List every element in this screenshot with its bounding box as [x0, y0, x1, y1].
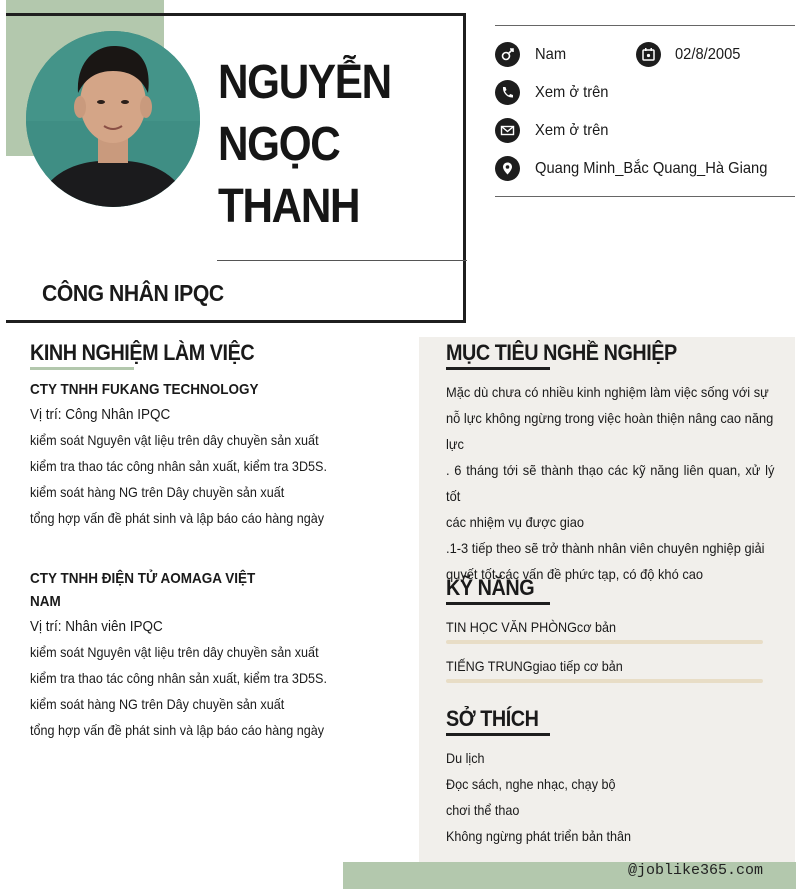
- skill-item: TIN HỌC VĂN PHÒNGcơ bản: [446, 619, 617, 635]
- avatar-photo: [26, 31, 200, 207]
- hobbies-heading: SỞ THÍCH: [446, 706, 539, 731]
- objective-heading: MỤC TIÊU NGHỀ NGHIỆP: [446, 340, 677, 365]
- job-2-company: CTY TNHH ĐIỆN TỬ AOMAGA VIỆT: [30, 570, 256, 587]
- experience-heading-underline: [30, 367, 134, 370]
- info-bottom-rule: [495, 196, 795, 197]
- skill-item: TIẾNG TRUNGgiao tiếp cơ bản: [446, 658, 623, 674]
- objective-line: lực: [446, 436, 464, 452]
- email-icon: [495, 118, 520, 143]
- job-2-task: tổng hợp vấn đề phát sinh và lập báo cáo hàng ngày: [30, 722, 325, 738]
- job-2-task: kiểm soát hàng NG trên Dây chuyền sản xuất: [30, 696, 285, 712]
- experience-heading: KINH NGHIỆM LÀM VIỆC: [30, 340, 255, 365]
- objective-line: .1-3 tiếp theo sẽ trở thành nhân viên chuyên nghiệp giải: [446, 540, 765, 556]
- job-title: CÔNG NHÂN IPQC: [42, 280, 224, 306]
- hobby-item: Không ngừng phát triển bản thân: [446, 828, 631, 844]
- phone-icon: [495, 80, 520, 105]
- location-pin-icon: [495, 156, 520, 181]
- email-value: Xem ở trên: [535, 122, 609, 139]
- name-line-3: THANH: [218, 180, 360, 233]
- phone-value: Xem ở trên: [535, 84, 609, 101]
- objective-line: quyết tốt các vấn đề phức tạp, có độ khó cao: [446, 566, 704, 582]
- objective-line: . 6 tháng tới sẽ thành thạo các kỹ năng liên quan, xử lý tốt: [446, 462, 775, 504]
- hobbies-heading-underline: [446, 733, 550, 736]
- hobby-item: Đọc sách, nghe nhạc, chạy bộ: [446, 776, 616, 792]
- info-top-rule: [495, 25, 795, 26]
- job-1-task: kiểm soát Nguyên vật liệu trên dây chuyền sản xuất: [30, 432, 319, 448]
- name-line-2: NGỌC: [218, 118, 340, 171]
- job-1-task: kiểm tra thao tác công nhân sản xuất, kiểm tra 3D5S.: [30, 458, 327, 474]
- job-2-company-cont: NAM: [30, 593, 61, 610]
- calendar-icon: [636, 42, 661, 67]
- job-1-company: CTY TNHH FUKANG TECHNOLOGY: [30, 381, 259, 398]
- skill-bar: [446, 679, 763, 683]
- job-2-position: Vị trí: Nhân viên IPQC: [30, 618, 163, 635]
- hobby-item: Du lịch: [446, 750, 485, 766]
- address-value: Quang Minh_Bắc Quang_Hà Giang: [535, 160, 768, 177]
- gender-icon: [495, 42, 520, 67]
- objective-line: nỗ lực không ngừng trong việc hoàn thiện nâng cao năng: [446, 410, 774, 426]
- objective-text: [446, 379, 796, 587]
- job-1-task: tổng hợp vấn đề phát sinh và lập báo cáo hàng ngày: [30, 510, 325, 526]
- job-2-task: kiểm tra thao tác công nhân sản xuất, kiểm tra 3D5S.: [30, 670, 327, 686]
- objective-heading-underline: [446, 367, 550, 370]
- gender-value: Nam: [535, 46, 567, 63]
- skill-bar: [446, 640, 763, 644]
- job-1-position: Vị trí: Công Nhân IPQC: [30, 406, 171, 423]
- full-name: [218, 52, 429, 238]
- objective-line: Mặc dù chưa có nhiều kinh nghiệm làm việc sống với sự: [446, 384, 769, 400]
- job-1-task: kiểm soát hàng NG trên Dây chuyền sản xuất: [30, 484, 285, 500]
- watermark-text: @joblike365.com: [628, 862, 764, 879]
- objective-line: các nhiệm vụ được giao: [446, 514, 585, 530]
- birthday-value: 02/8/2005: [675, 46, 741, 63]
- name-line-1: NGUYỄN: [218, 56, 391, 109]
- hobby-item: chơi thể thao: [446, 802, 520, 818]
- skills-heading: KỸ NĂNG: [446, 575, 535, 600]
- name-divider: [217, 260, 467, 261]
- skills-heading-underline: [446, 602, 550, 605]
- job-2-task: kiểm soát Nguyên vật liệu trên dây chuyền sản xuất: [30, 644, 319, 660]
